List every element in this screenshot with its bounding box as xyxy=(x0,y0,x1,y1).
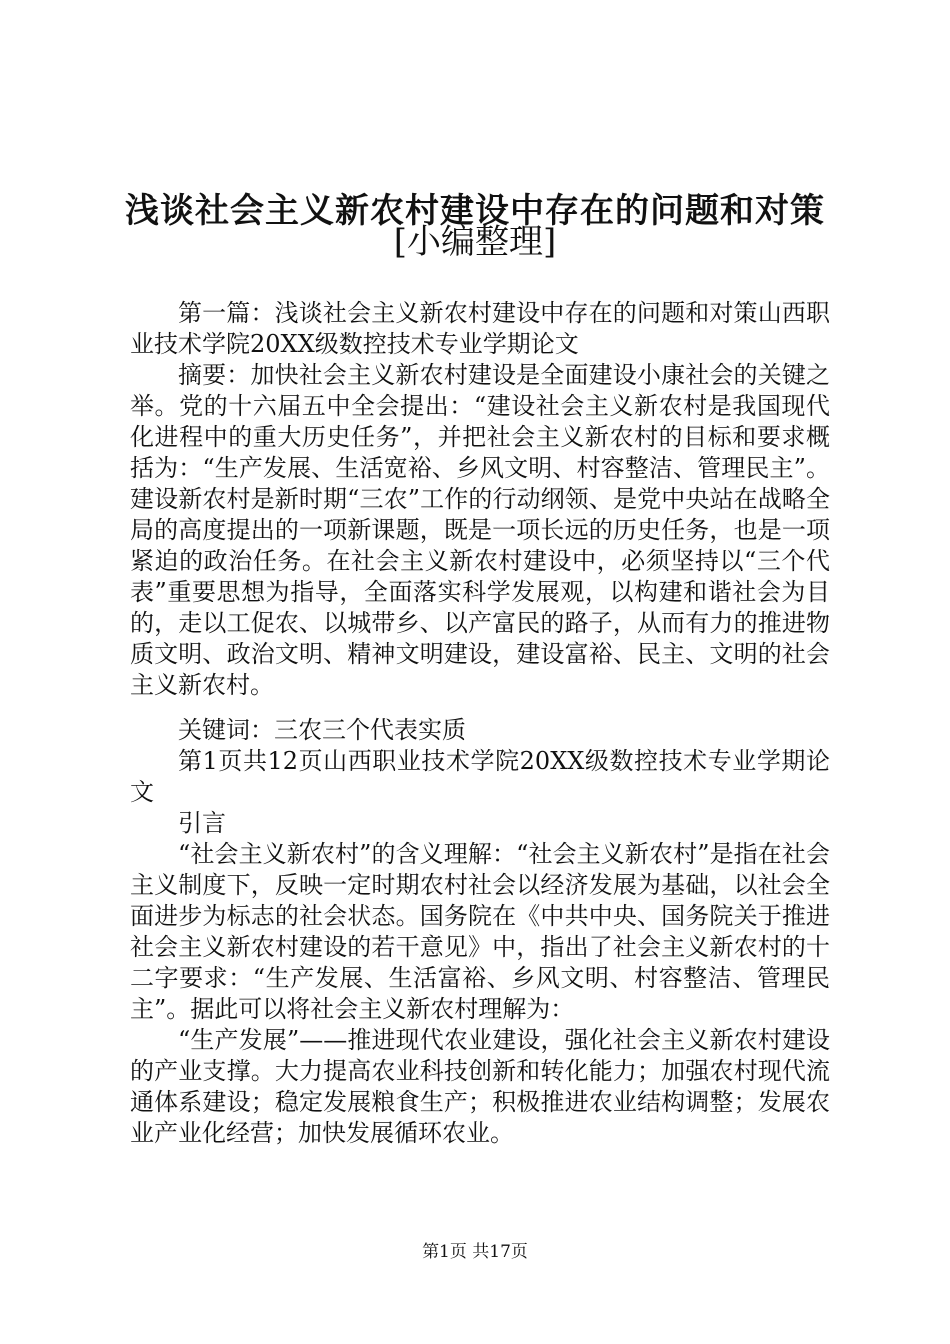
paragraph-abstract: 摘要：加快社会主义新农村建设是全面建设小康社会的关键之举。党的十六届五中全会提出：“建设社会主义新农村是我国现代化进程中的重大历史任务”，并把社会主义新农村的目标和要求概括为：“生产发展、生活宽裕、乡风文明、村容整洁、管理民主”。建设新农村是新时期“三农”工作的行动纲领、是党中央站在战略全局的高度提出的一项新课题，既是一项长远的历史任务，也是一项紧迫的政治任务。在社会主义新农村建设中，必须坚持以“三个代表”重要思想为指导，全面落实科学发展观，以构建和谐社会为目的，走以工促农、以城带乡、以产富民的路子，从而有力的推进物质文明、政治文明、精神文明建设，建设富裕、民主、文明的社会主义新农村。 xyxy=(130,361,830,699)
document-body xyxy=(130,298,830,1149)
document-title: 浅谈社会主义新农村建设中存在的问题和对策 xyxy=(125,191,825,231)
document-subtitle: [小编整理] xyxy=(393,222,557,262)
paragraph-gap xyxy=(130,701,830,715)
paragraph-page-header: 第1页共12页山西职业技术学院20XX级数控技术专业学期论文 xyxy=(130,747,830,806)
page-footer: 第1页 共17页 xyxy=(422,1242,528,1262)
paragraph-introduction-heading: 引言 xyxy=(178,809,226,837)
paragraph-first-chapter: 第一篇：浅谈社会主义新农村建设中存在的问题和对策山西职业技术学院20XX级数控技术专业学期论文 xyxy=(130,299,830,358)
paragraph-production-development: “生产发展”——推进现代农业建设，强化社会主义新农村建设的产业支撑。大力提高农业科技创新和转化能力；加强农村现代流通体系建设；稳定发展粮食生产；积极推进农业结构调整；发展农业产业化经营；加快发展循环农业。 xyxy=(130,1026,830,1147)
paragraph-keywords: 关键词：三农三个代表实质 xyxy=(178,716,466,744)
paragraph-meaning: “社会主义新农村”的含义理解：“社会主义新农村”是指在社会主义制度下，反映一定时期农村社会以经济发展为基础，以社会全面进步为标志的社会状态。国务院在《中共中央、国务院关于推进社会主义新农村建设的若干意见》中，指出了社会主义新农村的十二字要求：“生产发展、生活富裕、乡风文明、村容整洁、管理民主”。据此可以将社会主义新农村理解为： xyxy=(130,840,830,1023)
